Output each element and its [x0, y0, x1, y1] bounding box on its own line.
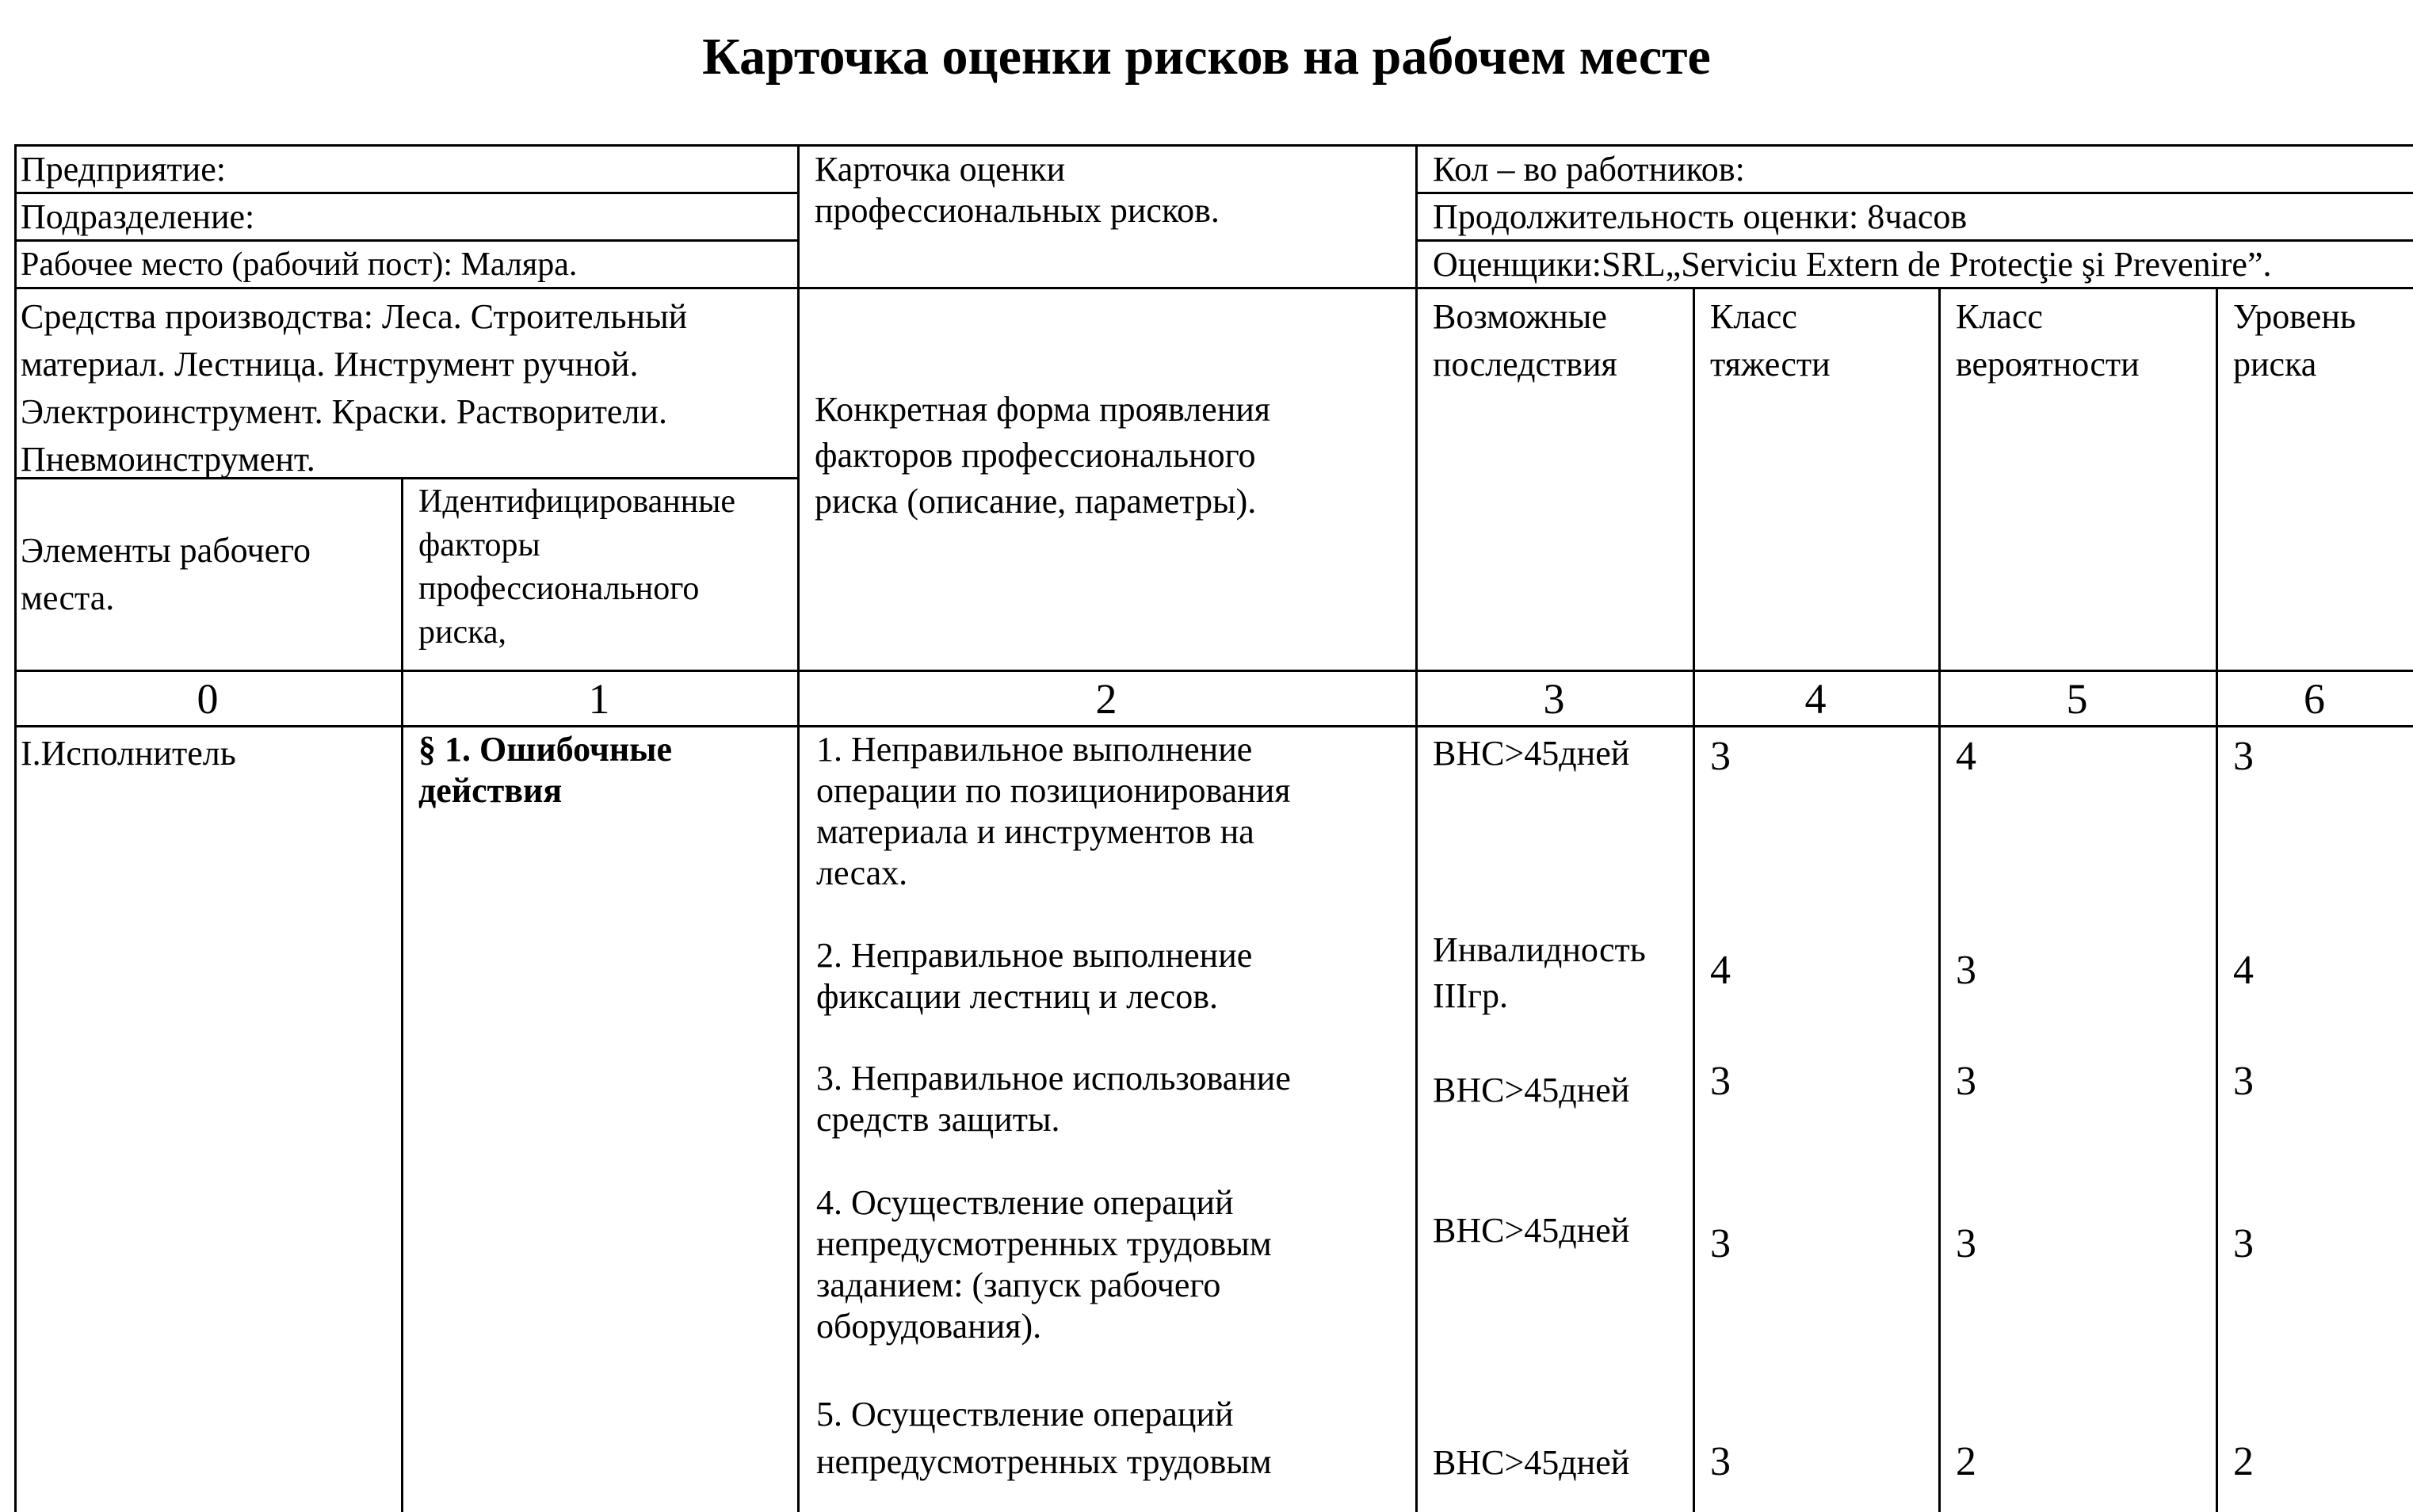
probability-4: 3 — [1956, 1221, 1976, 1266]
risk-description-3: 3. Неправильное использование средств защиты. — [816, 1059, 1291, 1139]
severity-4: 3 — [1710, 1221, 1731, 1266]
header-bottom — [14, 670, 2413, 672]
column-number: 1 — [588, 675, 610, 723]
column-header-elements: Элементы рабочего места. — [21, 531, 311, 617]
row-divider — [1415, 239, 2413, 242]
consequence-3: ВНС>45дней — [1433, 1071, 1630, 1109]
card-title: Карточка оценки профессиональных рисков. — [815, 150, 1220, 230]
row-divider — [14, 192, 799, 194]
workplace-label: Рабочее место (рабочий пост): Маляра. — [21, 246, 578, 283]
severity-2: 4 — [1710, 948, 1731, 993]
risk-level-4: 3 — [2233, 1221, 2254, 1266]
means-of-production: Средства производства: Леса. Строительный материал. Лестница. Инструмент ручной. Электроинструмент. Краски. Растворители. Пневмоинструмент. — [21, 297, 688, 479]
row-divider — [14, 239, 799, 242]
assessors-label: Оценщики:SRL„Serviciu Extern de Protecţie şi Prevenire”. — [1433, 245, 2272, 284]
column-header-form: Конкретная форма проявления факторов профессионального риска (описание, параметры). — [815, 390, 1271, 521]
column-divider — [1693, 287, 1695, 1512]
column-divider — [401, 477, 403, 1512]
row-divider — [14, 287, 2413, 289]
duration-label: Продолжительность оценки: 8часов — [1433, 197, 1968, 236]
table-border-top — [14, 144, 2413, 147]
division-label: Подразделение: — [21, 197, 255, 236]
column-header-factors: Идентифицированные факторы профессионального риска, — [418, 483, 736, 651]
column-number: 0 — [197, 675, 219, 723]
column-header-risk-level: Уровень риска — [2233, 297, 2356, 384]
factor-erroneous-actions: § 1. Ошибочные действия — [418, 730, 673, 810]
enterprise-label: Предприятие: — [21, 150, 226, 189]
column-divider — [1938, 287, 1941, 1512]
probability-5: 2 — [1956, 1439, 1976, 1484]
risk-level-5: 2 — [2233, 1439, 2254, 1484]
column-divider — [2216, 287, 2218, 1512]
column-divider — [1415, 144, 1418, 1512]
column-header-consequences: Возможные последствия — [1433, 297, 1617, 384]
column-number: 3 — [1543, 675, 1565, 723]
column-header-probability: Класс вероятности — [1956, 297, 2140, 384]
risk-description-5: 5. Осуществление операций непредусмотренных трудовым — [816, 1395, 1272, 1481]
column-number: 6 — [2304, 675, 2325, 723]
risk-description-2: 2. Неправильное выполнение фиксации лестниц и лесов. — [816, 936, 1253, 1016]
consequence-2: Инвалидность IIIгр. — [1433, 930, 1646, 1015]
probability-1: 4 — [1956, 734, 1976, 779]
column-number: 4 — [1804, 675, 1827, 723]
row-divider — [1415, 192, 2413, 194]
risk-description-4: 4. Осуществление операций непредусмотренных трудовым заданием: (запуск рабочего оборудования). — [816, 1183, 1272, 1346]
risk-level-1: 3 — [2233, 734, 2254, 779]
consequence-4: ВНС>45дней — [1433, 1211, 1630, 1250]
column-numbers-bottom — [14, 725, 2413, 727]
column-divider — [797, 144, 800, 1512]
probability-3: 3 — [1956, 1059, 1976, 1104]
page-title: Карточка оценки рисков на рабочем месте — [702, 28, 1711, 86]
table-border-left — [14, 144, 17, 1512]
severity-1: 3 — [1710, 734, 1731, 779]
column-number: 2 — [1095, 675, 1117, 723]
consequence-5: ВНС>45дней — [1433, 1443, 1630, 1482]
probability-2: 3 — [1956, 948, 1976, 993]
consequence-1: ВНС>45дней — [1433, 734, 1630, 773]
column-header-severity: Класс тяжести — [1710, 297, 1831, 384]
risk-level-3: 3 — [2233, 1059, 2254, 1104]
workers-count-label: Кол – во работников: — [1433, 150, 1745, 189]
element-performer: I.Исполнитель — [21, 734, 236, 773]
column-number: 5 — [2066, 675, 2088, 723]
risk-description-1: 1. Неправильное выполнение операции по позиционирования материала и инструментов на лесах. — [816, 730, 1291, 892]
risk-level-2: 4 — [2233, 948, 2254, 993]
severity-5: 3 — [1710, 1439, 1731, 1484]
severity-3: 3 — [1710, 1059, 1731, 1104]
